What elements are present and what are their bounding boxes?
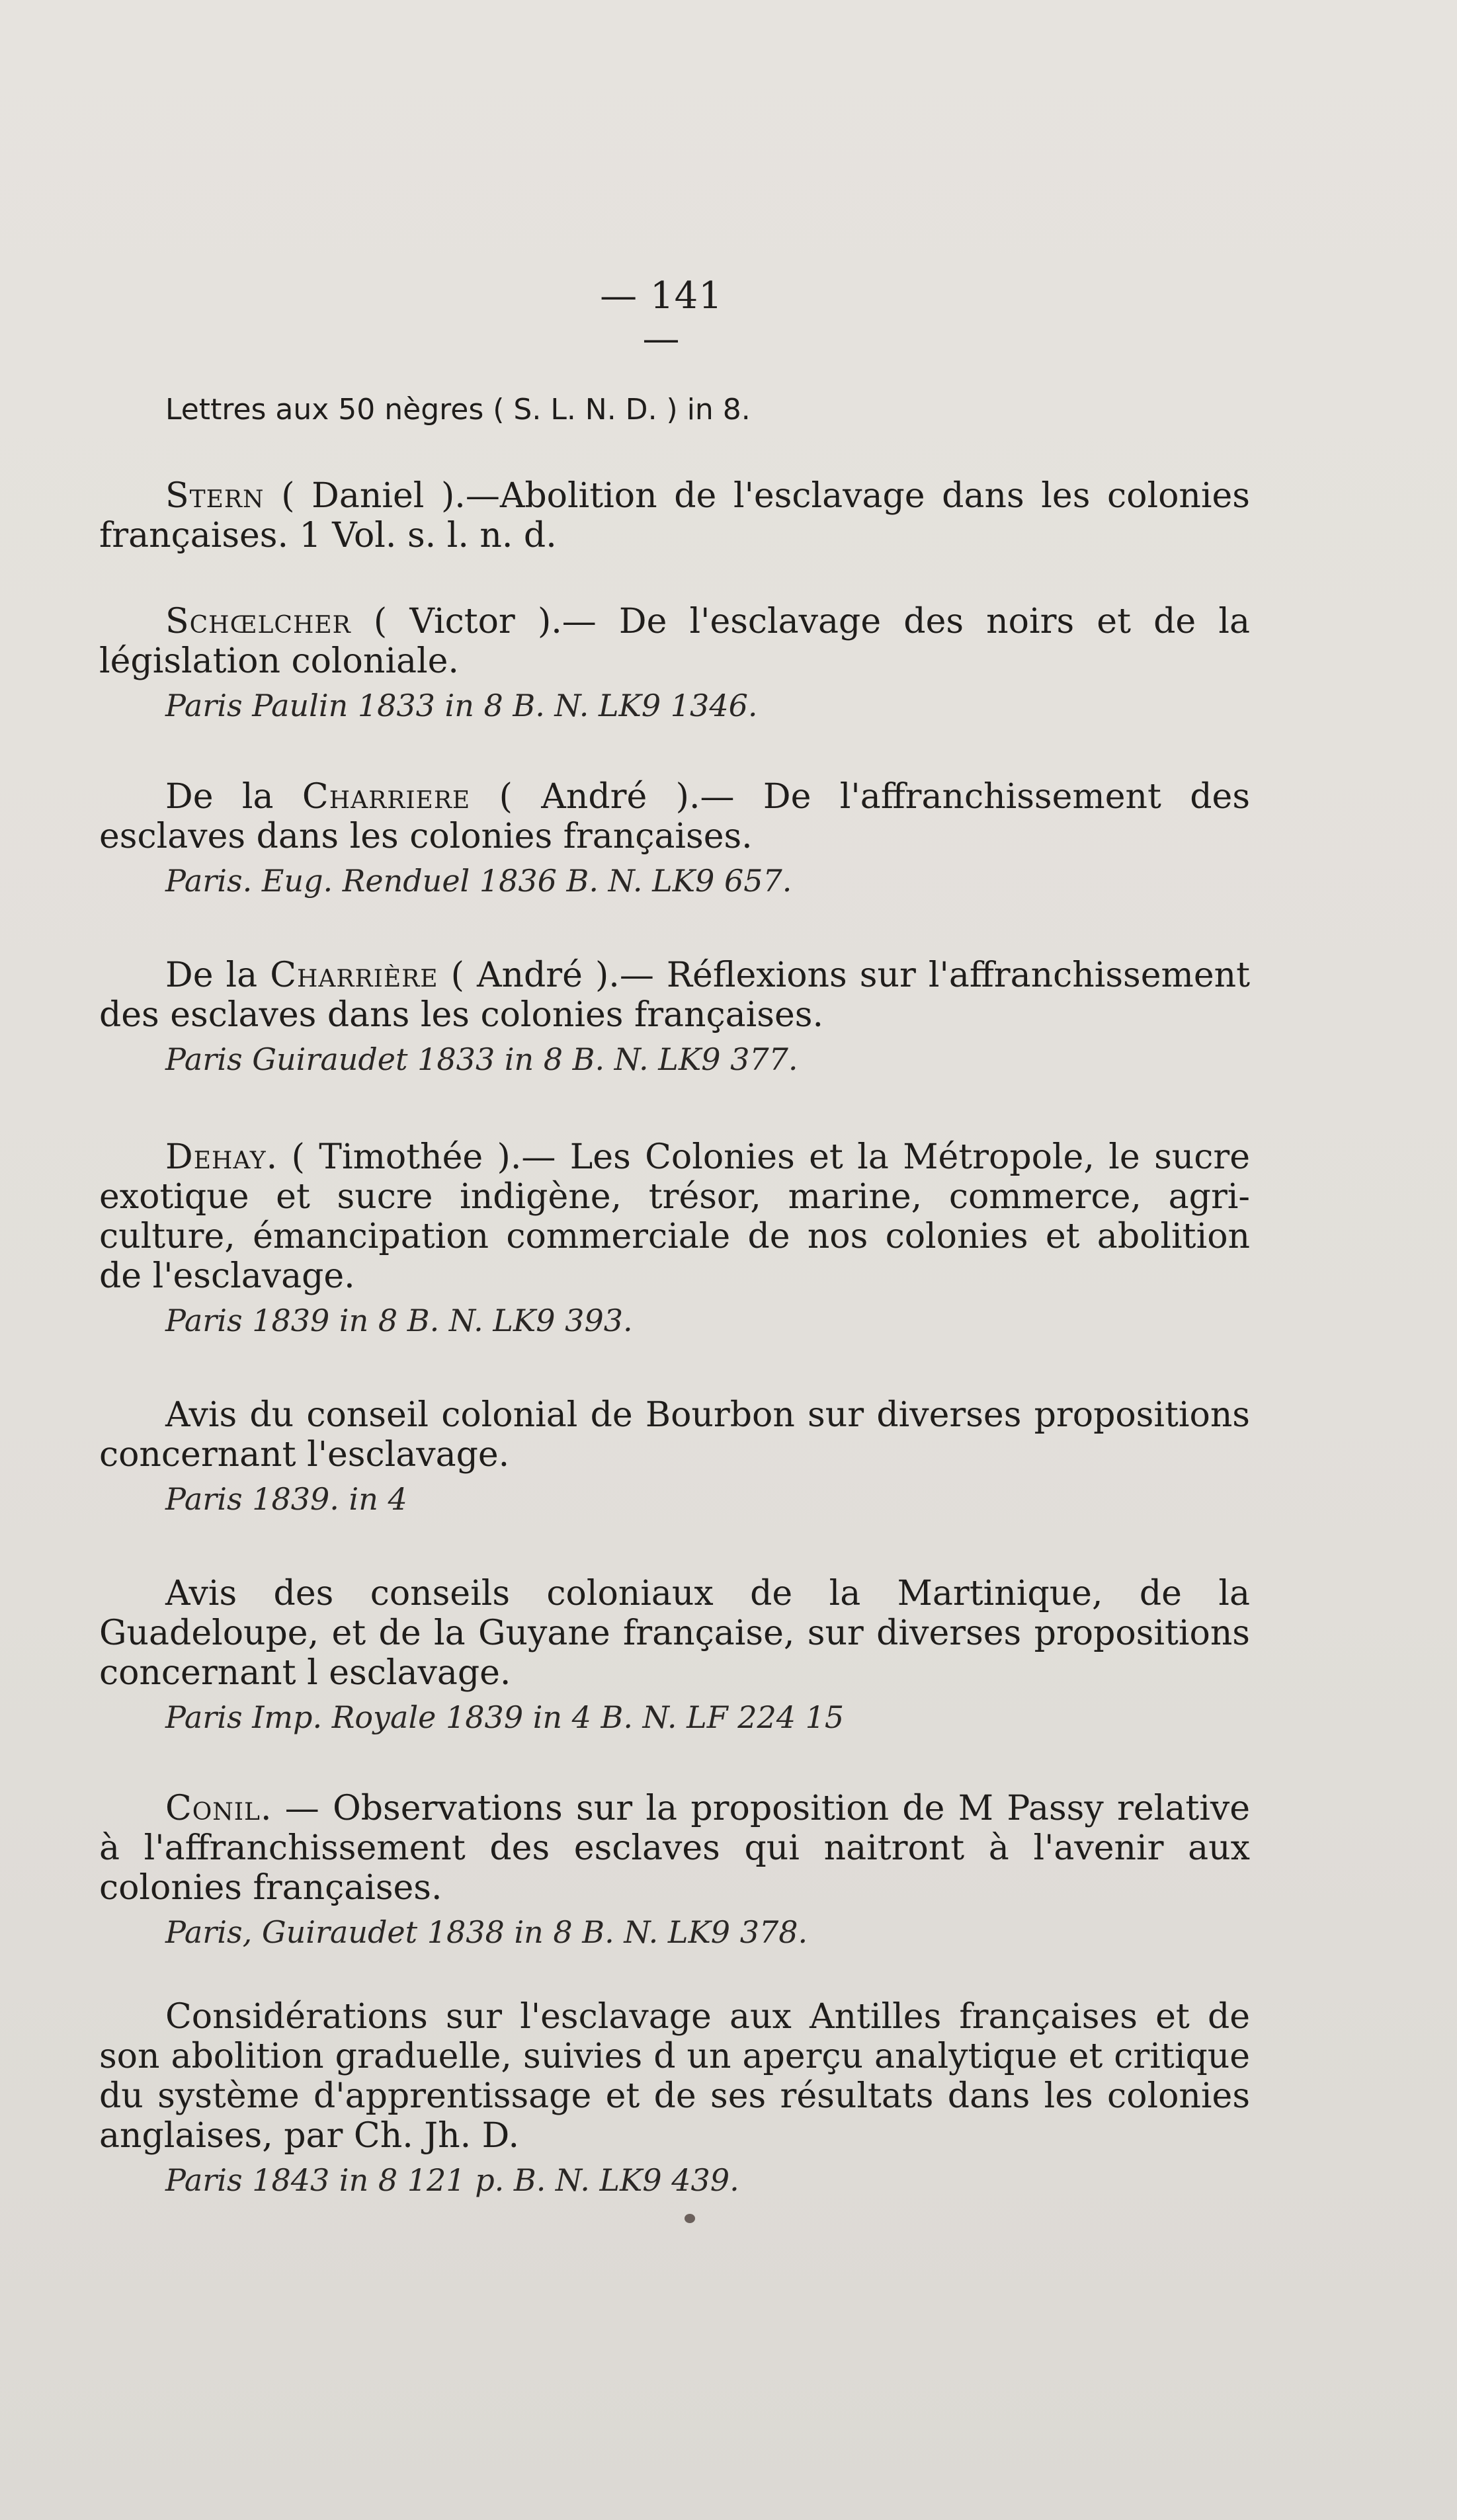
entry-imprint: Paris 1839 in 8 B. N. LK9 393. — [165, 1303, 633, 1338]
bibliography-entry — [99, 602, 1250, 725]
entry-text: ( André ).— Réflexions sur l'affranchissement des esclaves dans les colonies françaises. — [99, 955, 1250, 1035]
entry-text: ( André ).— De l'affranchissement des esclaves dans les colonies françaises. — [99, 777, 1251, 856]
ink-speck — [685, 2214, 695, 2223]
entry-author: Stern — [165, 476, 265, 516]
entry-text: ( Victor ).— De l'esclavage des noirs et de la législation coloniale. — [99, 602, 1250, 681]
bibliography-entry — [99, 1997, 1250, 2199]
entry-imprint: Paris. Eug. Renduel 1836 B. N. LK9 657. — [165, 863, 792, 899]
bibliography-entry — [99, 955, 1250, 1078]
entry-text: Lettres aux 50 nègres ( S. L. N. D. ) in 8. — [165, 393, 751, 427]
entry-prefix: De la — [165, 955, 271, 995]
bibliography-entry — [99, 777, 1250, 900]
entry-imprint: Paris 1839. in 4 — [165, 1481, 407, 1517]
bibliography-entry — [99, 390, 1250, 430]
entry-text: Considérations sur l'esclavage aux Antilles françaises et de son abolition graduelle, suivies d un aperçu analytique et critique du système d'apprentissage et de ses résultats dans les colonies anglaises, par Ch. Jh. D. — [99, 1997, 1250, 2156]
entry-prefix: De la — [165, 777, 302, 817]
bibliography-entry — [99, 1574, 1250, 1736]
entry-text: . ( Timothée ).— Les Colonies et la Métropole, le sucre exotique et sucre indigène, trésor, marine, commerce, agri- culture, émancipation commerciale de nos colonies et abolition de l'esclavage. — [99, 1137, 1250, 1296]
entry-imprint: Paris 1843 in 8 121 p. B. N. LK9 439. — [165, 2162, 739, 2198]
entry-author: Dehay — [165, 1137, 267, 1177]
bibliography-entry — [99, 1789, 1250, 1951]
page-number: — 141 — — [600, 274, 723, 360]
entry-author: Charrière — [270, 955, 438, 995]
entry-imprint: Paris Imp. Royale 1839 in 4 B. N. LF 224 15 — [165, 1699, 845, 1735]
entry-imprint: Paris Guiraudet 1833 in 8 B. N. LK9 377. — [165, 1041, 798, 1077]
entry-imprint: Paris Paulin 1833 in 8 B. N. LK9 1346. — [165, 688, 758, 723]
entry-author: Conil — [165, 1789, 261, 1828]
entry-imprint: Paris, Guiraudet 1838 in 8 B. N. LK9 378. — [165, 1914, 808, 1950]
bibliography-entry — [99, 476, 1250, 555]
bibliography-entry — [99, 1137, 1250, 1340]
bibliography-entry — [99, 1395, 1250, 1518]
entry-author: Schœlcher — [165, 602, 351, 641]
entry-text: . — Observations sur la proposition de M Passy relative à l'affranchissement des esclaves qui naitront à l'avenir aux colonies françaises. — [99, 1789, 1250, 1908]
entry-text: Avis du conseil colonial de Bourbon sur diverses propositions concernant l'esclavage. — [99, 1395, 1250, 1475]
entry-author: Charriere — [302, 777, 471, 817]
entry-text: Avis des conseils coloniaux de la Martinique, de la Guadeloupe, et de la Guyane française, sur diverses propositions concernant l esclavage. — [99, 1574, 1250, 1693]
entry-text: ( Daniel ).—Abolition de l'esclavage dans les colonies françaises. 1 Vol. s. l. n. d. — [99, 476, 1250, 555]
